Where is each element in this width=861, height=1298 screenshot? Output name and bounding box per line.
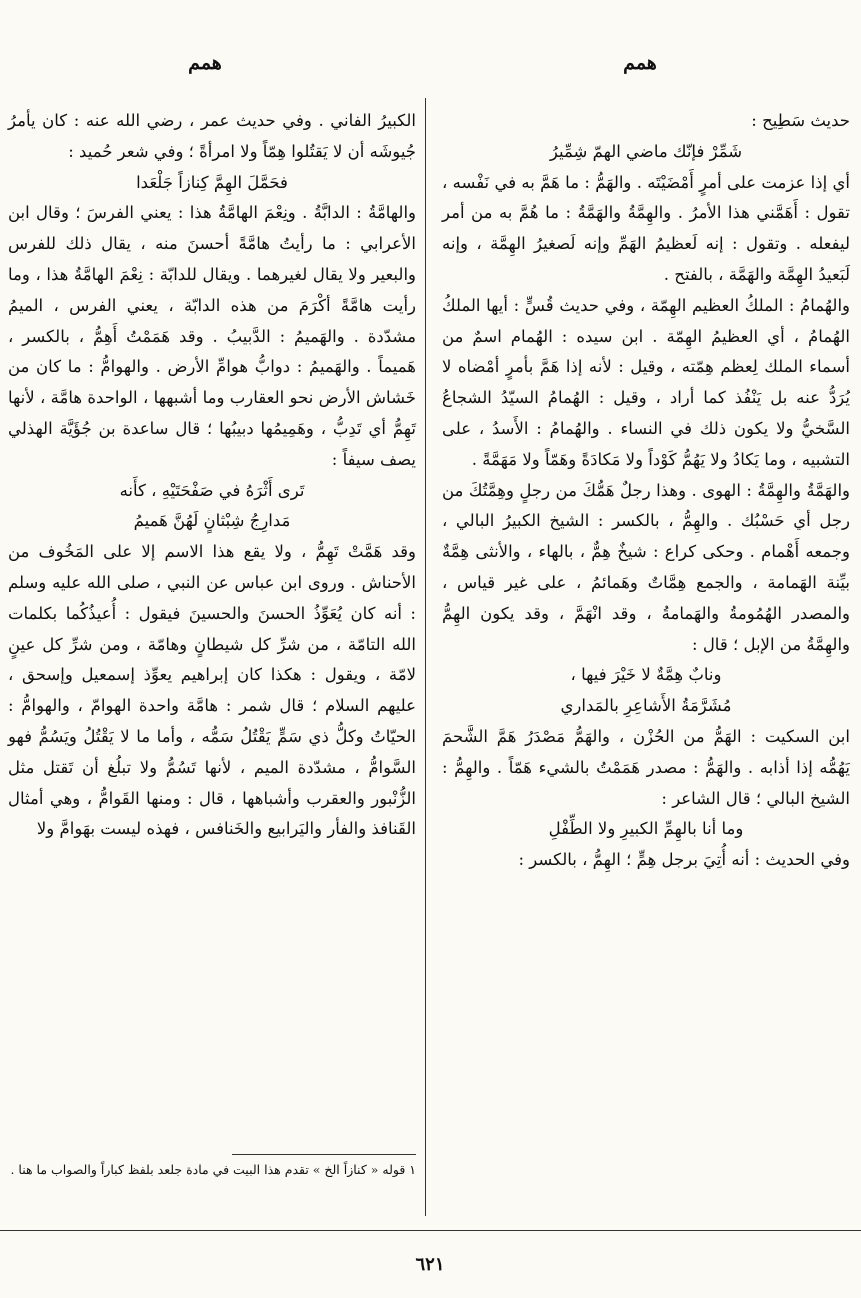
verse-line: مَدارِجُ شِبْثانٍ لَهُنَّ هَميمُ: [133, 511, 291, 531]
footnote-divider: [232, 1154, 416, 1155]
paragraph: أي إذا عزمت على أمرٍ أَمْضَيْتَه . والهَمُّ : ما هَمَّ به في نَفْسه ، تقول : أَهَمَّني هذا الأمرُ . والهِمَّةُ والهَمَّةُ : ما هُمَّ به من أمر ليفعله . وتقول : إنه لَعظيمُ الهَمِّ وإنه لَصغيرُ الهِمَّة ، وإنه لَبَعيدُ الهِمَّة والهَمَّة ، بالفتح .: [442, 172, 850, 284]
paragraph: وفي الحديث : أنه أُتِيَ برجل هِمٍّ ؛ الهِمُّ ، بالكسر :: [518, 850, 850, 870]
paragraph: والهَمَّةُ والهِمَّةُ : الهوى . وهذا رجلٌ هَمُّكَ من رجلٍ وهِمَّتُكَ من رجل أي حَسْبُك . والهِمُّ ، بالكسر : الشيخ الكبيرُ البالي ، وجمعه أَهْمام . وحكى كراع : شيخٌ هِمٌّ ، بالهاء ، والأنثى هِمَّةٌ بيِّنة الهَمامة ، والجمع هِمَّاتٌ وهَمائمُ ، على غير قياس ، والمصدر الهُمُومةُ والهَمامةُ ، وقد انْهَمَّ ، وقد يكون الهِمُّ والهِمَّةُ من الإبل ؛ قال :: [442, 480, 850, 654]
verse-line: ونابٌ هِمَّةٌ لا خَيْرَ فيها ،: [570, 665, 722, 685]
page-number: ٦٢١: [415, 1254, 445, 1275]
paragraph: حديث سَطِيح :: [751, 111, 850, 130]
paragraph: ابن السكيت : الهَمُّ من الحُزْن ، والهَمُّ مَصْدَرُ هَمَّ الشَّحمَ يَهُمُّه إذا أذابه . والهَمُّ : مصدر هَمَمْتُ بالشيء هَمّاً . والهِمُّ : الشيخ البالي ؛ قال الشاعر :: [442, 726, 850, 808]
bottom-rule: [0, 1230, 861, 1231]
paragraph: وقد هَمَّتْ تَهِمُّ ، ولا يقع هذا الاسم إلا على المَخُوف من الأحناش . وروى ابن عباس عن النبي ، صلى الله عليه وسلم : أنه كان يُعَوِّذُ الحسنَ والحسينَ فيقول : أُعيذُكُما بكلمات الله التامّة ، من شرِّ كل شيطانٍ وهامّة ، ومن شرِّ كل عينٍ لامّة ، ويقول : هكذا كان إبراهيم يعوِّذ إسمعيل وإسحق ، عليهم السلام ؛ قال شمر : هامَّة واحدة الهوامّ ، والهوامُّ : الحيّاتُ وكلُّ ذي سَمٍّ يَقْتُلُ سَمُّه ، وأما ما لا يَقْتُلُ ويَسُمُّ فهو السَّوامُّ ، مشدّدة الميم ، لأنها تَسُمُّ ولا تبلُغ أن تَقتل مثل الزُّنْبور والعقرب وأشباهها ، قال : ومنها القَوامُّ ، وهي أمثال القَنافذ والفأر واليَرابيع والخَنافس ، فهذه ليست بهَوامَّ ولا: [8, 542, 416, 839]
left-column: [8, 106, 416, 845]
footnote: ١ قوله « كنازاً الخ » تقدم هذا البيت في مادة جلعد بلفظ كباراً والصواب ما هنا .: [10, 1162, 416, 1177]
right-column: [442, 106, 850, 876]
paragraph: والهامَّةُ : الدابَّةُ . ونِعْمَ الهامَّةُ هذا : يعني الفرسَ ؛ وقال ابن الأعرابي : ما رأيتُ هامَّةً أحسنَ منه ، يقال ذلك للفرس والبعير ولا يقال لغيرهما . ويقال للدابّة : نِعْمَ الهامَّةُ هذا ، وما رأيت هامَّةً أكْرَمَ من هذه الدابّة ، يعني الفرس ، الميمُ مشدّدة . والهَميمُ : الدَّبيبُ . وقد هَمَمْتُ أَهِمُّ ، بالكسر ، هَميماً . والهَميمُ : دوابُّ هوامِّ الأرض . والهوامُّ : ما كان من خَشاش الأرض نحو العقارب وما أشبهها ، الواحدة هامَّة ، لأنها تَهِمُّ أي تَدِبُّ ، وهَمِيمُها دبيبُها ؛ قال ساعدة بن جُؤَيَّة الهذلي يصف سيفاً :: [8, 203, 416, 469]
verse-line: تَرى أَثْرَهُ في صَفْحَتَيْهِ ، كأَنه: [119, 480, 305, 500]
header-word-right: همم: [623, 52, 657, 74]
paragraph: والهُمامُ : الملكُ العظيم الهِمّة ، وفي حديث قُسٍّ : أيها الملكُ الهُمامُ ، أي العظيمُ الهِمّة . ابن سيده : الهُمام اسمٌ من أسماء الملك لِعظم هِمّته ، وقيل : لأنه إذا هَمَّ بأمرٍ أمْضاه لا يُرَدُّ عنه بل يَنْفُذ كما أراد ، وقيل : الهُمامُ السيّدُ الشجاعُ السَّخيُّ ولا يكون ذلك في النساء . والهُمامُ : الأَسدُ ، على التشبيه ، وما يَكادُ ولا يَهُمُّ كَوْداً ولا مَكادَةً وهَمّاً ولا مَهَمَّةً .: [442, 295, 850, 469]
column-divider: [425, 98, 426, 1216]
verse-line: شَمِّرْ فإنّك ماضي الهمّ شِمِّيرُ: [549, 141, 743, 161]
verse-line: وما أنا بالهِمِّ الكبيرِ ولا الطِّفْلِ: [548, 819, 744, 839]
verse-line: فحَمَّلَ الهِمَّ كِنازاً جَلْعَدا: [136, 172, 288, 192]
paragraph: الكبيرُ الفاني . وفي حديث عمر ، رضي الله عنه : كان يأمرُ جُيوشَه أن لا يَقتُلوا هِمّاً ولا امرأةً ؛ وفي شعر حُميد :: [8, 111, 416, 161]
header-word-left: همم: [188, 52, 222, 74]
verse-line: مُشَرَّمَةُ الأَشاعِرِ بالمَداري: [560, 696, 732, 716]
